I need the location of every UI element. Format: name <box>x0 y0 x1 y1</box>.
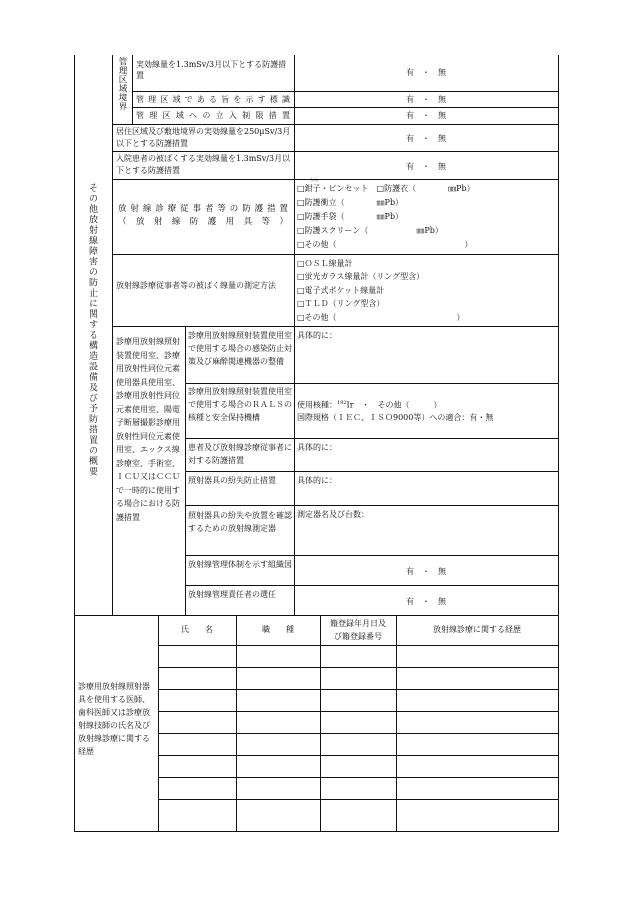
row5-label: 入院患者の被ばくする実効線量を1.3mSv/3月以下とする防護措置 <box>116 154 291 175</box>
row2-value: 有 ・ 無 <box>406 95 446 104</box>
protection-option-2: □防護衝立（ ㎜Pb） <box>297 198 404 207</box>
row-line <box>158 711 559 712</box>
measure-option-5: □その他（ ） <box>297 313 465 322</box>
special-item2-value-line2: 国際規格（ＩＥＣ、ＩＳＯ9000等）への適合：有・無 <box>297 413 494 422</box>
nuclide-value: Ir ・ その他（ ） <box>346 400 442 410</box>
row-line <box>158 777 559 778</box>
row-line <box>132 107 559 108</box>
special-item7-value: 有 ・ 無 <box>406 597 446 606</box>
practitioner-label: 診療用放射線照射器具を使用する医師、歯科医師又は診療放射線技師の氏名及び放射線診療に関する経歴 <box>78 682 150 756</box>
row-line <box>158 733 559 734</box>
row2-label: 管理区域である旨を示す標識 <box>136 95 290 104</box>
protection-option-3: □防護手袋（ ㎜Pb） <box>297 212 404 221</box>
special-item1-label: 診療用放射線照射装置使用室で使用する場合の感染防止対策及び麻酔関連機器の整備 <box>188 331 292 366</box>
header-career: 放射線診療に関する経歴 <box>433 625 521 634</box>
outer-vertical-label: その他放射線障害の防止に関する構造設備及び予防措置の概要 <box>87 183 97 477</box>
kanri-vertical-label: 管理区域境界 <box>117 57 127 111</box>
protection-label-2: （放射線防護用具等） <box>118 217 288 227</box>
row-line <box>185 555 559 556</box>
row-line <box>158 755 559 756</box>
row-line <box>185 505 559 506</box>
special-item7-label: 放射線管理責任者の選任 <box>188 590 276 599</box>
row3-label: 管理区域への立入制限措置 <box>136 111 290 120</box>
row-line <box>185 438 559 439</box>
row-line <box>112 326 559 327</box>
row-line <box>112 179 559 180</box>
kanji-ruby: かん <box>310 177 318 182</box>
row4-label: 居住区域及び敷地境界の実効線量を250μSv/3月以下とする防護措置 <box>116 127 291 148</box>
header-name: 氏 名 <box>181 625 213 634</box>
protection-option-4: □防護スクリーン（ ㎜Pb） <box>297 226 443 235</box>
row-line <box>112 124 559 125</box>
col-line <box>112 55 113 615</box>
nuclide-superscript: 192 <box>337 400 347 406</box>
row1-value: 有 ・ 無 <box>406 68 446 77</box>
row-line <box>158 799 559 800</box>
special-item5-label: 照射器具の紛失や放置を確認するための放射線測定器 <box>188 511 292 533</box>
row-line <box>185 471 559 472</box>
protection-option-5: □その他（ ） <box>297 240 473 249</box>
header-registration-2: び籍登録番号 <box>334 632 382 641</box>
row1-label: 実効線量を1.3mSv/3月以下とする防護措置 <box>136 60 287 80</box>
protection-label-1: 放射線診療従事者等の防護措置 <box>118 204 288 214</box>
col-line <box>132 55 133 124</box>
measure-option-2: □蛍光ガラス線量計（リング型含） <box>297 272 425 281</box>
special-item6-label: 放射線管理体制を示す組織図 <box>188 560 292 569</box>
row5-value: 有 ・ 無 <box>406 162 446 171</box>
row-line <box>158 667 559 668</box>
bottom-border <box>74 831 559 832</box>
left-border <box>74 55 75 832</box>
measure-option-4: □ＴＬＤ（リング型含） <box>297 299 385 308</box>
nuclide-label: 使用核種： <box>297 400 337 410</box>
special-item1-value: 具体的に： <box>297 331 337 340</box>
protection-option-1: □鉗子・ピンセット □防護衣（ ㎜Pb） <box>297 184 475 193</box>
special-item6-value: 有 ・ 無 <box>406 567 446 576</box>
special-item4-value: 具体的に： <box>297 476 337 485</box>
row-line <box>158 689 559 690</box>
row3-value: 有 ・ 無 <box>406 111 446 120</box>
special-rooms-label: 診療用放射線照射装置使用室、診療用放射性同位元素使用器具使用室、診療用放射性同位元素使用室、陽電子断層撮影診療用放射性同位元素使用室、エックス線診療室、手術室、ＩＣＵ又はＣＣＵで一時的に使用する場合における防護措置 <box>116 337 180 522</box>
measure-option-1: □ＯＳＬ線量計 <box>297 259 353 268</box>
special-item2-label: 診療用放射線照射装置使用室で使用する場合のＲＡＬＳの核種と安全保持機構 <box>188 387 292 422</box>
row-line <box>185 383 559 384</box>
form-page <box>74 55 559 832</box>
header-job: 職 種 <box>262 625 294 634</box>
row-line <box>112 254 559 255</box>
row-line <box>158 645 559 646</box>
measure-label: 放射線診療従事者等の被ばく線量の測定方法 <box>116 281 276 290</box>
special-item5-value: 測定器名及び台数： <box>297 510 369 519</box>
special-item4-label: 照射器具の紛失防止措置 <box>188 476 276 485</box>
special-item2-value-line1 <box>297 398 442 411</box>
special-item3-label: 患者及び放射線診療従事者に対する防護措置 <box>188 443 292 465</box>
measure-option-3: □電子式ポケット線量計 <box>297 286 385 295</box>
special-item3-value: 具体的に： <box>297 443 337 452</box>
row-line <box>132 91 559 92</box>
section-divider <box>74 615 559 616</box>
right-border <box>558 55 559 832</box>
row-line <box>112 151 559 152</box>
row4-value: 有 ・ 無 <box>406 134 446 143</box>
row-line <box>185 585 559 586</box>
header-registration-1: 籍登録年月日及 <box>330 619 386 628</box>
